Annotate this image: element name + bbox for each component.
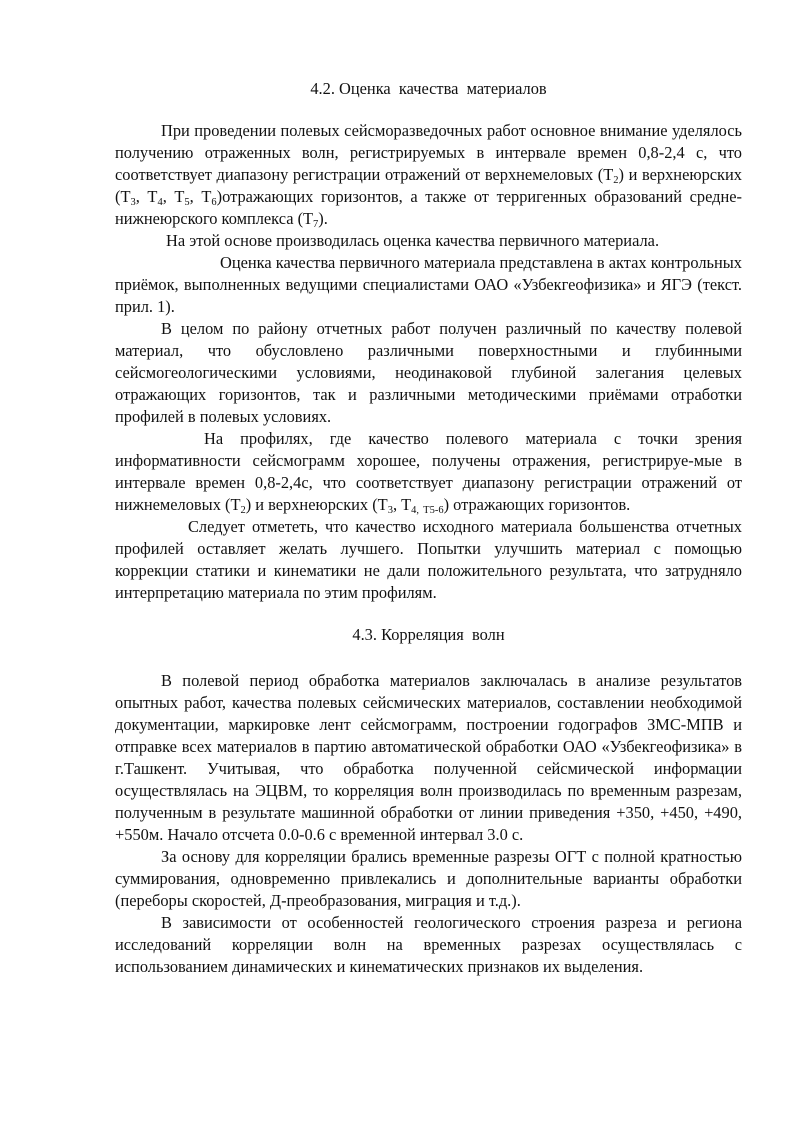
text-fragment: , Т: [162, 187, 185, 206]
subscript: 5: [184, 197, 190, 208]
paragraph-4-2-4: В целом по району отчетных работ получен различный по качеству полевой материал, что обусловлено различными поверхностными и глубинными сейсмогеологическими условиями, неодинаковой глубиной залегания целевых отражающих горизонтов, так и различными методическими приёмами отработки профилей в полевых условиях.: [115, 319, 742, 426]
subscript-small: Т5-6: [423, 505, 444, 516]
text-fragment: , Т: [135, 187, 158, 206]
subscript: 7: [313, 219, 319, 230]
subscript: 4,: [411, 505, 420, 516]
subscript: 3: [130, 197, 136, 208]
paragraph-4-2-3: Оценка качества первичного материала представлена в актах контрольных приёмок, выполненных ведущими специалистами ОАО «Узбекгеофизика» и ЯГЭ (текст. прил. 1).: [115, 253, 742, 316]
paragraph-4-2-6: Следует отмететь, что качество исходного материала большенства отчетных профилей оставляет желать лучшего. Попытки улучшить материал с помощью коррекции статики и кинематики не дали положительного результата, что затрудняло интерпретацию материала по этим профилям.: [115, 517, 742, 602]
paragraph-4-3-1: В полевой период обработка материалов заключалась в анализе результатов опытных работ, качества полевых сейсмических материалов, составлении необходимой документации, маркировке лент сейсмограмм, построении годографов ЗМС-МПВ и отправке всех материалов в партию автоматической обработки ОАО «Узбекгеофизика» в г.Ташкент. Учитывая, что обработка полученной сейсмической информации осуществлялась на ЭЦВМ, то корреляция волн производилась по временным разрезам, полученным в результате машинной обработки от линии приведения +350, +450, +490, +550м. Начало отсчета 0.0-0.6 с временной интервал 3.0 с.: [115, 671, 742, 844]
text-fragment: )отражающих горизонтов, а также от терригенных образований средне-нижнеюрского комплекса (Т: [115, 187, 742, 228]
subscript: 6: [211, 197, 217, 208]
text-fragment: ).: [318, 209, 328, 228]
paragraph-4-2-2: На этой основе производилась оценка качества первичного материала.: [166, 231, 660, 250]
subscript: 2: [240, 505, 246, 516]
paragraph-4-3-2: За основу для корреляции брались временные разрезы ОГТ с полной кратностью суммирования, одновременно привлекались и дополнительные варианты обработки (переборы скоростей, Д-преобразования, миграция и т.д.).: [115, 847, 742, 910]
text-fragment: , Т: [189, 187, 212, 206]
subscript: 2: [613, 175, 619, 186]
paragraph-4-2-5: [115, 428, 742, 516]
paragraph-4-3-3: В зависимости от особенностей геологического строения разреза и региона исследований корреляции волн на временных разрезах осуществлялась с использованием динамических и кинематических признаков их выделения.: [115, 913, 742, 976]
text-fragment: При проведении полевых сейсморазведочных работ основное внимание уделялось получению отраженных волн, регистрируемых в интервале времен 0,8-2,4 с, что соответствует диапазону регистрации отражений от верхнемеловых (Т: [115, 121, 742, 184]
text-fragment: На профилях, где качество полевого материала с точки зрения информативности сейсмограмм хорошее, получены отражения, регистрируе-мые в интервале времен 0,8-2,4с, что соответствует диапазону регистрации отражений от нижнемеловых (Т: [115, 429, 742, 514]
section-heading-4-2: 4.2. Оценка качества материалов: [310, 79, 547, 98]
text-fragment: ) и верхнеюрских (Т: [245, 495, 388, 514]
text-fragment: ) отражающих горизонтов.: [443, 495, 631, 514]
page-content: [115, 78, 742, 978]
text-fragment: ) и верхнеюрских (Т: [115, 165, 742, 206]
subscript: 3: [387, 505, 393, 516]
section-heading-4-3: 4.3. Корреляция волн: [352, 625, 505, 644]
paragraph-4-2-1: [115, 120, 742, 230]
subscript: 4: [157, 197, 163, 208]
text-fragment: , Т: [392, 495, 412, 514]
